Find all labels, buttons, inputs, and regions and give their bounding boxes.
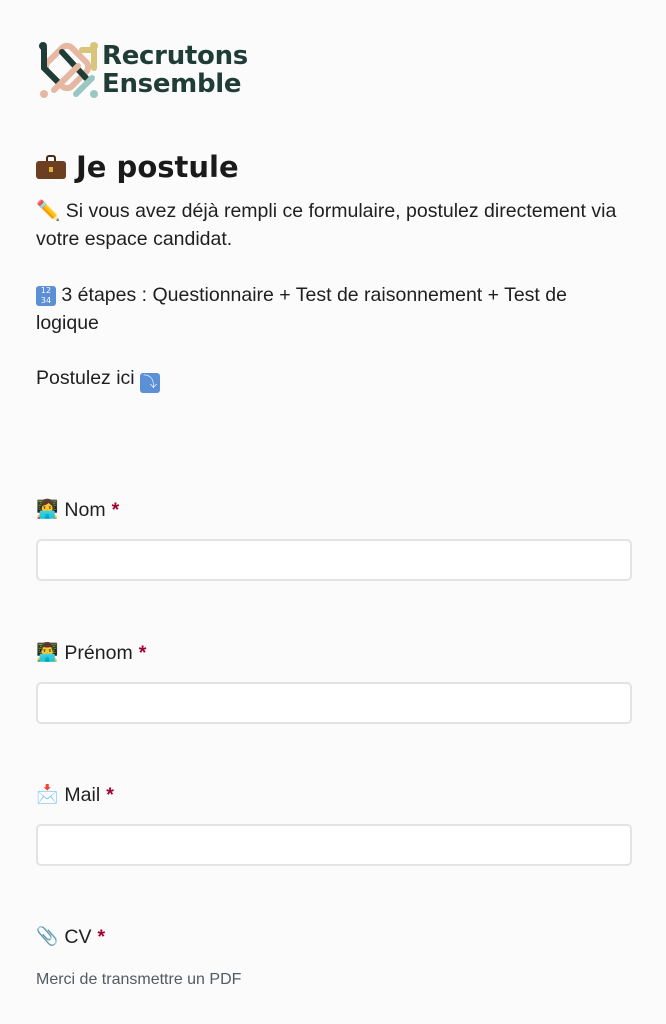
intro-existing-candidate-text: Si vous avez déjà rempli ce formulaire, postulez directement via votre espace candidat.	[36, 200, 617, 250]
prenom-label	[36, 640, 146, 666]
page-title	[36, 150, 239, 184]
envelope-arrow-icon: 📩	[36, 784, 59, 805]
required-asterisk: *	[97, 926, 106, 948]
page-title-text: Je postule	[76, 150, 239, 184]
required-asterisk: *	[138, 642, 147, 664]
paperclip-icon: 📎	[36, 926, 59, 947]
brand-name-line1: Recrutons	[102, 41, 248, 71]
cv-label	[36, 924, 105, 950]
woman-technologist-icon: 👩‍💻	[36, 499, 59, 520]
required-asterisk: *	[111, 499, 120, 521]
numbers-1234-icon: 12 34	[36, 286, 56, 306]
required-asterisk: *	[106, 784, 114, 806]
man-technologist-icon: 👨‍💻	[36, 642, 59, 663]
prenom-input[interactable]	[36, 682, 632, 724]
prenom-label-text: Prénom	[64, 642, 133, 664]
apply-here-text: Postulez ici	[36, 367, 135, 389]
brand-name-line2: Ensemble	[102, 69, 242, 99]
intro-existing-candidate	[36, 197, 632, 253]
cv-label-text: CV	[64, 926, 92, 948]
mail-label	[36, 782, 114, 808]
nom-label-text: Nom	[64, 499, 106, 521]
pencil-icon: ✏️	[36, 199, 61, 222]
mail-label-text: Mail	[64, 784, 101, 806]
intro-steps-text: 3 étapes : Questionnaire + Test de raisonnement + Test de logique	[36, 284, 567, 334]
cv-hint: Merci de transmettre un PDF	[36, 971, 242, 988]
nom-label	[36, 497, 119, 523]
nom-input[interactable]	[36, 539, 632, 581]
apply-here	[36, 364, 632, 393]
mail-input[interactable]	[36, 824, 632, 866]
brand-name	[102, 42, 248, 98]
recrutons-ensemble-logo-icon	[36, 38, 100, 102]
briefcase-icon	[36, 155, 66, 179]
arrow-down-right-icon: ⤵	[140, 373, 160, 393]
brand-logo	[36, 38, 248, 102]
intro-steps	[36, 281, 632, 337]
